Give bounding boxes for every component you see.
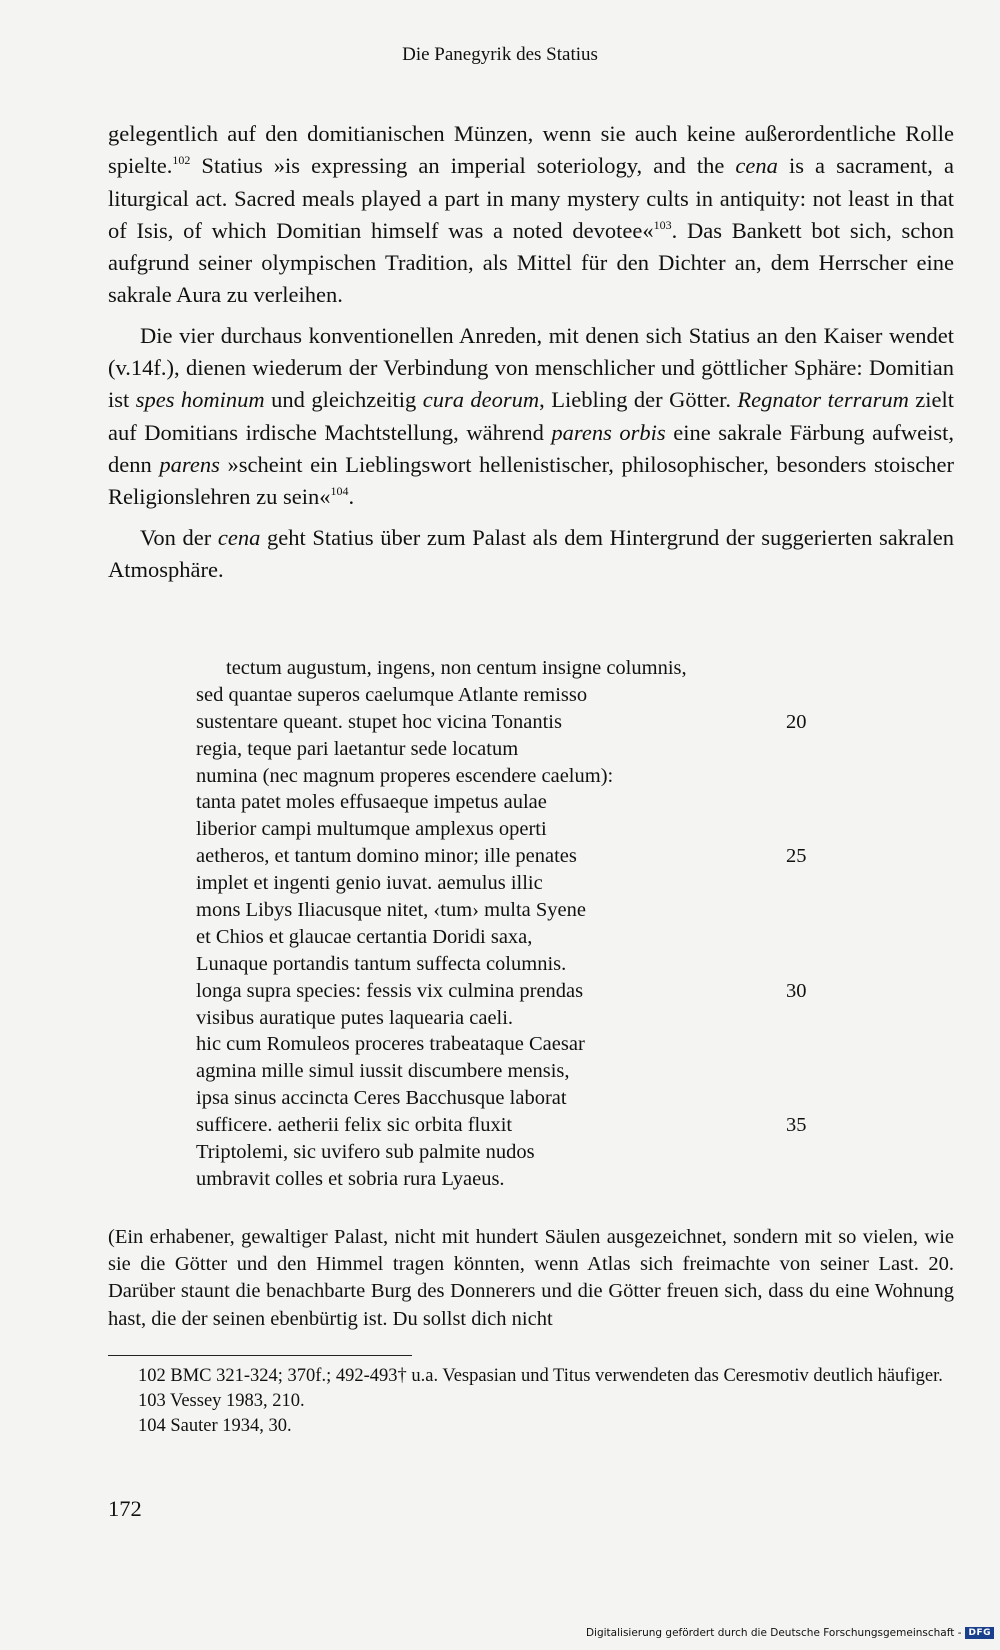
running-header: Die Panegyrik des Statius bbox=[402, 44, 598, 65]
paragraph-2: Die vier durchaus konventionellen Anreden, mit denen sich Statius an den Kaiser wendet (v.14f.), dienen wiederum der Verbindung von menschlicher und göttlicher Sphäre: Domitian ist spes hominum und gleichzeitig cura deorum, Liebling der Götter. Regnator terrarum zielt auf Domitians irdische Machtstellung, während parens orbis eine sakrale Färbung aufweist, denn parens »scheint ein Lieblingswort hellenistischer, philosophischer, besonders stoischer Religionslehren zu sein«$^{104}$. bbox=[108, 322, 955, 510]
line-number: 20 bbox=[786, 710, 807, 733]
verse-line: ipsa sinus accincta Ceres Bacchusque laborat bbox=[196, 1087, 567, 1110]
verse-line: sufficere. aetherii felix sic orbita fluxit 35 bbox=[196, 1112, 836, 1139]
line-number: 35 bbox=[786, 1114, 807, 1137]
verse-line: et Chios et glaucae certantia Doridi saxa, bbox=[196, 925, 533, 948]
verse-line: aetheros, et tantum domino minor; ille penates 25 bbox=[196, 843, 836, 870]
verse-line: regia, teque pari laetantur sede locatum bbox=[196, 737, 519, 760]
credit-text: Digitalisierung gefördert durch die Deutsche Forschungsgemeinschaft - bbox=[585, 1627, 962, 1639]
footnote-104: 104 Sauter 1934, 30. bbox=[138, 1416, 292, 1436]
footnotes bbox=[108, 1364, 954, 1439]
verse-line: implet et ingenti genio iuvat. aemulus illic bbox=[196, 872, 543, 895]
verse-line: agmina mille simul iussit discumbere mensis, bbox=[196, 1060, 570, 1083]
footnote-102: 102 BMC 321-324; 370f.; 492-493† u.a. Vespasian und Titus verwendeten das Ceresmotiv deutlich häufiger. bbox=[138, 1366, 943, 1386]
footnote-ref-102[interactable]: 102 bbox=[172, 153, 191, 168]
footnote-divider bbox=[108, 1355, 412, 1356]
verse-line: tectum augustum, ingens, non centum insigne columnis, bbox=[226, 657, 687, 679]
verse-line: tanta patet moles effusaeque impetus aulae bbox=[196, 791, 547, 814]
verse-line: Lunaque portandis tantum suffecta columnis. bbox=[196, 952, 567, 975]
verse-line: sustentare queant. stupet hoc vicina Tonantis 20 bbox=[196, 709, 836, 736]
paragraph-1: gelegentlich auf den domitianischen Münzen, wenn sie auch keine außerordentliche Rolle spielte.$^{102}$ Statius »is expressing an imperial soteriology, and the cena is a sacrament, a liturgical act. Sacred meals played a part in many mystery cults in antiquity: not least in that of Isis, of which Domitian himself was a noted devotee«$^{103}$. Das Bankett bot sich, schon aufgrund seiner olympischen Tradition, als Mittel für den Dichter an, dem Herrscher eine sakrale Aura zu verleihen. bbox=[108, 121, 954, 308]
main-text bbox=[108, 118, 954, 594]
digitization-credit bbox=[586, 1627, 994, 1639]
line-number: 25 bbox=[786, 845, 807, 868]
verse-line: Triptolemi, sic uvifero sub palmite nudos bbox=[196, 1141, 535, 1164]
verse-line: mons Libys Iliacusque nitet, ‹tum› multa Syene bbox=[196, 899, 587, 922]
translation-text: (Ein erhabener, gewaltiger Palast, nicht mit hundert Säulen ausgezeichnet, sondern mit so vielen, wie sie die Götter und den Himmel tragen könnten, wenn Atlas sich freimachte von seiner Last. 20. Darüber staunt die benachbarte Burg des Donnerers und die Götter freuen sich, dass du eine Wohnung hast, die der seinen ebenbürtig ist. Du sollst dich nicht bbox=[108, 1226, 954, 1330]
verse-line: sed quantae superos caelumque Atlante remisso bbox=[196, 683, 588, 706]
footnote-ref-103[interactable]: 103 bbox=[653, 217, 672, 232]
page-number: 172 bbox=[108, 1496, 142, 1521]
footnote-ref-104[interactable]: 104 bbox=[330, 484, 349, 499]
paragraph-3: Von der cena geht Statius über zum Palast als dem Hintergrund der suggerierten sakralen Atmosphäre. bbox=[108, 524, 955, 582]
verse-line: visibus auratique putes laquearia caeli. bbox=[196, 1006, 514, 1029]
footnote-103: 103 Vessey 1983, 210. bbox=[138, 1391, 305, 1411]
latin-verse-block bbox=[196, 655, 836, 1193]
verse-line: umbravit colles et sobria rura Lyaeus. bbox=[196, 1167, 505, 1190]
line-number: 30 bbox=[786, 979, 807, 1002]
dfg-logo[interactable]: DFG bbox=[965, 1627, 994, 1639]
verse-line: longa supra species: fessis vix culmina prendas 30 bbox=[196, 978, 836, 1005]
verse-line: hic cum Romuleos proceres trabeataque Caesar bbox=[196, 1033, 585, 1056]
verse-line: numina (nec magnum properes escendere caelum): bbox=[196, 764, 614, 787]
verse-line: liberior campi multumque amplexus operti bbox=[196, 818, 547, 841]
